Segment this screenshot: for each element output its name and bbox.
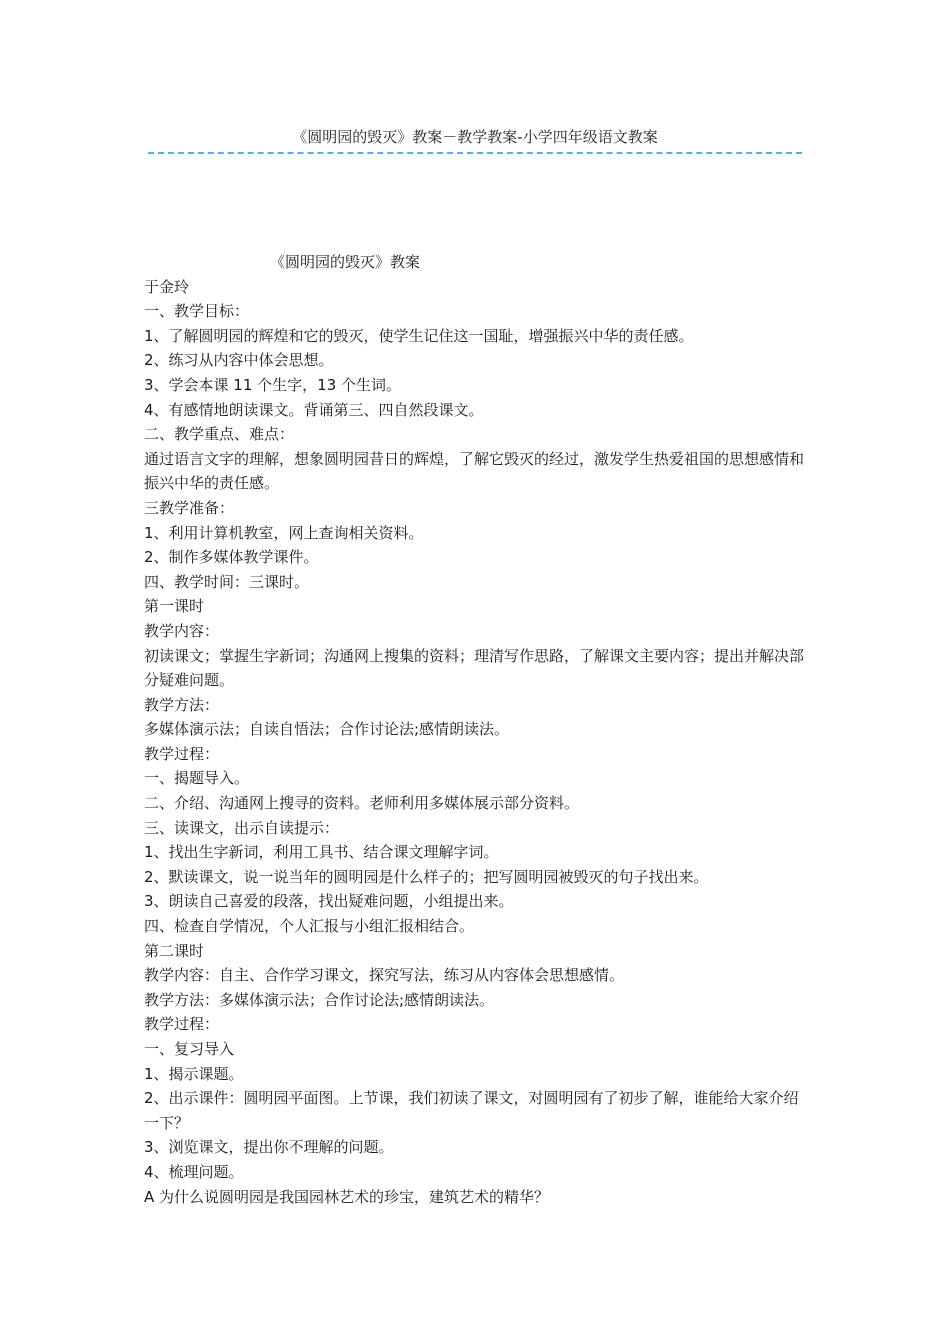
paragraph: 一、揭题导入。: [144, 769, 250, 788]
paragraph: 教学方法：多媒体演示法；合作讨论法;感情朗读法。: [144, 990, 495, 1009]
page-header-title: 《圆明园的毁灭》教案－教学教案-小学四年级语文教案: [292, 128, 658, 146]
paragraph: 2、出示课件：圆明园平面图。上节课，我们初读了课文，对圆明园有了初步了解，谁能给大家介绍一下？: [144, 1089, 799, 1132]
paragraph: 一、教学目标：: [144, 302, 250, 321]
paragraph: 教学过程：: [144, 744, 220, 763]
paragraph: 2、练习从内容中体会思想。: [144, 351, 334, 370]
paragraph: 1、了解圆明园的辉煌和它的毁灭，使学生记住这一国耻，增强振兴中华的责任感。: [144, 326, 694, 345]
paragraph: 四、教学时间：三课时。: [144, 572, 310, 591]
paragraph: 3、学会本课 11 个生字，13 个生词。: [144, 375, 402, 394]
paragraph: 三教学准备：: [144, 498, 235, 517]
paragraph: 4、梳理问题。: [144, 1162, 244, 1181]
paragraph: 四、检查自学情况，个人汇报与小组汇报相结合。: [144, 917, 475, 936]
paragraph: 教学方法：: [144, 695, 220, 714]
paragraph: 1、揭示课题。: [144, 1064, 244, 1083]
paragraph: 教学内容：自主、合作学习课文，探究写法，练习从内容体会思想感情。: [144, 966, 625, 985]
paragraph: 4、有感情地朗读课文。背诵第三、四自然段课文。: [144, 400, 484, 419]
paragraph: 第一课时: [144, 597, 205, 616]
paragraph: 教学内容：: [144, 621, 220, 640]
paragraph: 初读课文；掌握生字新词；沟通网上搜集的资料；理清写作思路，了解课文主要内容；提出并解决部分疑难问题。: [144, 646, 805, 690]
paragraph: 多媒体演示法；自读自悟法；合作讨论法;感情朗读法。: [144, 720, 510, 739]
paragraph: 2、制作多媒体教学课件。: [144, 548, 319, 567]
paragraph: 3、浏览课文，提出你不理解的问题。: [144, 1138, 394, 1157]
document-body: [144, 250, 808, 1209]
paragraph: 3、朗读自己喜爱的段落，找出疑难问题，小组提出来。: [144, 892, 514, 911]
document-title: 《圆明园的毁灭》教案: [270, 253, 421, 271]
header-divider: [148, 152, 802, 154]
paragraph: 1、找出生字新词，利用工具书、结合课文理解字词。: [144, 843, 499, 862]
paragraph: 二、教学重点、难点：: [144, 425, 295, 444]
document-author: 于金玲: [144, 277, 190, 296]
paragraph: 一、复习导入: [144, 1040, 235, 1058]
paragraph: 教学过程：: [144, 1015, 220, 1034]
paragraph: 通过语言文字的理解，想象圆明园昔日的辉煌，了解它毁灭的经过，激发学生热爱祖国的思想感情和振兴中华的责任感。: [144, 449, 805, 493]
paragraph: 2、默读课文，说一说当年的圆明园是什么样子的；把写圆明园被毁灭的句子找出来。: [144, 867, 709, 886]
paragraph: 三、读课文，出示自读提示：: [144, 818, 340, 837]
paragraph: 1、利用计算机教室，网上查询相关资料。: [144, 523, 424, 542]
paragraph: 二、介绍、沟通网上搜寻的资料。老师利用多媒体展示部分资料。: [144, 794, 580, 813]
paragraph: A 为什么说圆明园是我国园林艺术的珍宝，建筑艺术的精华？: [144, 1187, 550, 1206]
paragraph: 第二课时: [144, 941, 205, 960]
